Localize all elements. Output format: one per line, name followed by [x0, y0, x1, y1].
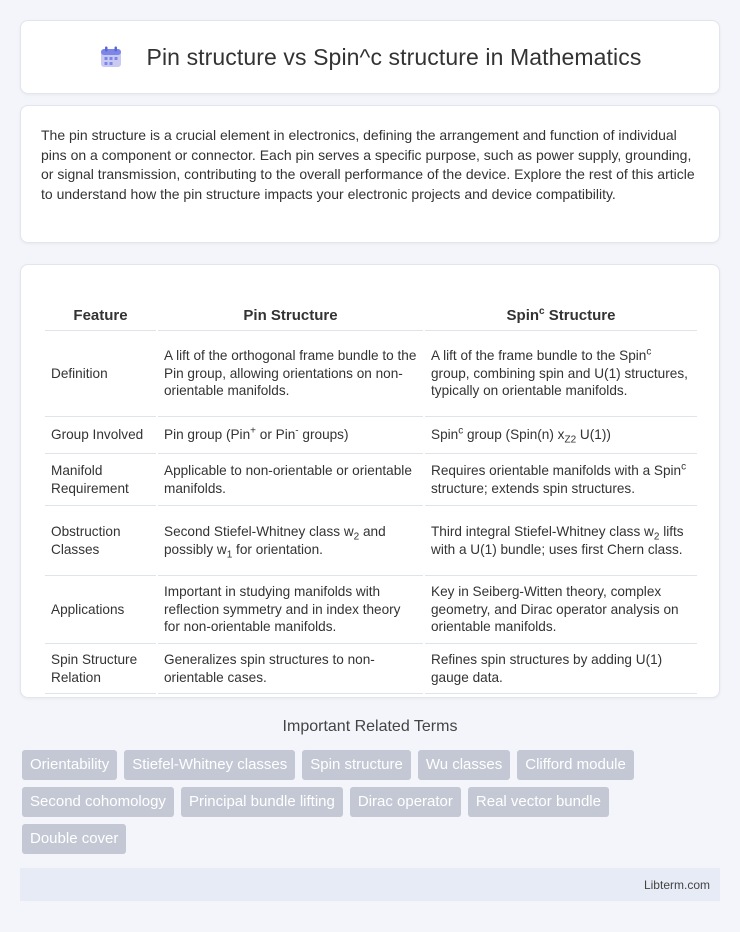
tag-second-cohomology[interactable]: Second cohomology — [22, 787, 174, 817]
footer — [20, 868, 720, 901]
page-title: Pin structure vs Spin^c structure in Mathematics — [146, 43, 642, 70]
tag-principal-bundle-lifting[interactable]: Principal bundle lifting — [181, 787, 343, 817]
header-feature: Feature — [45, 285, 156, 331]
related-terms-heading: Important Related Terms — [282, 718, 458, 735]
feature-cell: Spin Structure Relation — [45, 644, 156, 694]
pin-cell: Applicable to non-orientable or orientable manifolds. — [158, 454, 423, 506]
pin-cell: A lift of the orthogonal frame bundle to the Pin group, allowing orientations on non-orientable manifolds. — [158, 331, 423, 417]
intro-card — [20, 105, 720, 243]
table-row — [45, 331, 697, 417]
pin-cell: Generalizes spin structures to non-orientable cases. — [158, 644, 423, 694]
tag-real-vector-bundle[interactable]: Real vector bundle — [468, 787, 609, 817]
feature-cell: Applications — [45, 576, 156, 644]
feature-cell: Manifold Requirement — [45, 454, 156, 506]
table-row — [45, 576, 697, 644]
comparison-table-card — [20, 264, 720, 698]
table-row — [45, 454, 697, 506]
pin-cell: Pin group (Pin+ or Pin- groups) — [158, 417, 423, 454]
feature-cell: Obstruction Classes — [45, 506, 156, 576]
spinc-cell: Requires orientable manifolds with a Spin$^c$ structure; extends spin structures. — [425, 454, 697, 506]
header-pin-structure: Pin Structure — [158, 285, 423, 331]
pin-cell: Important in studying manifolds with reflection symmetry and in index theory for non-orientable manifolds. — [158, 576, 423, 644]
comparison-table — [43, 285, 699, 694]
related-terms-list — [22, 750, 702, 854]
header-spinc-structure: Spin$^c$ Structure — [425, 285, 697, 331]
spinc-cell: Key in Seiberg-Witten theory, complex geometry, and Dirac operator analysis on orientable manifolds. — [425, 576, 697, 644]
title-card — [20, 20, 720, 94]
tag-orientability[interactable]: Orientability — [22, 750, 117, 780]
tag-clifford-module[interactable]: Clifford module — [517, 750, 634, 780]
table-row — [45, 506, 697, 576]
pin-cell: Second Stiefel-Whitney class $w_2$ and possibly $w_1$ for orientation. — [158, 506, 423, 576]
calendar-icon — [99, 45, 123, 69]
tag-wu-classes[interactable]: Wu classes — [418, 750, 510, 780]
table-row — [45, 644, 697, 694]
spinc-cell: Spin$^c$ group (Spin(n) $x_{Z2}$ U(1)) — [425, 417, 697, 454]
tag-dirac-operator[interactable]: Dirac operator — [350, 787, 461, 817]
spinc-cell: Third integral Stiefel-Whitney class $w_2$ lifts with a U(1) bundle; uses first Chern class. — [425, 506, 697, 576]
tag-stiefel-whitney-classes[interactable]: Stiefel-Whitney classes — [124, 750, 295, 780]
spinc-cell: A lift of the frame bundle to the Spin$^c$ group, combining spin and U(1) structures, typically on orientable manifolds. — [425, 331, 697, 417]
footer-site-link[interactable]: Libterm.com — [643, 878, 710, 892]
feature-cell: Group Involved — [45, 417, 156, 454]
spinc-cell: Refines spin structures by adding U(1) gauge data. — [425, 644, 697, 694]
intro-text: The pin structure is a crucial element in electronics, defining the arrangement and function of individual pins on a component or connector. Each pin serves a specific purpose, such as power supply, grounding, or signal transmission, contributing to the overall performance of the device. Explore the rest of this article to understand how the pin structure impacts your electronic projects and device compatibility. — [41, 127, 695, 202]
tag-double-cover[interactable]: Double cover — [22, 824, 126, 854]
table-header-row — [45, 285, 697, 331]
tag-spin-structure[interactable]: Spin structure — [302, 750, 411, 780]
table-row — [45, 417, 697, 454]
feature-cell: Definition — [45, 331, 156, 417]
